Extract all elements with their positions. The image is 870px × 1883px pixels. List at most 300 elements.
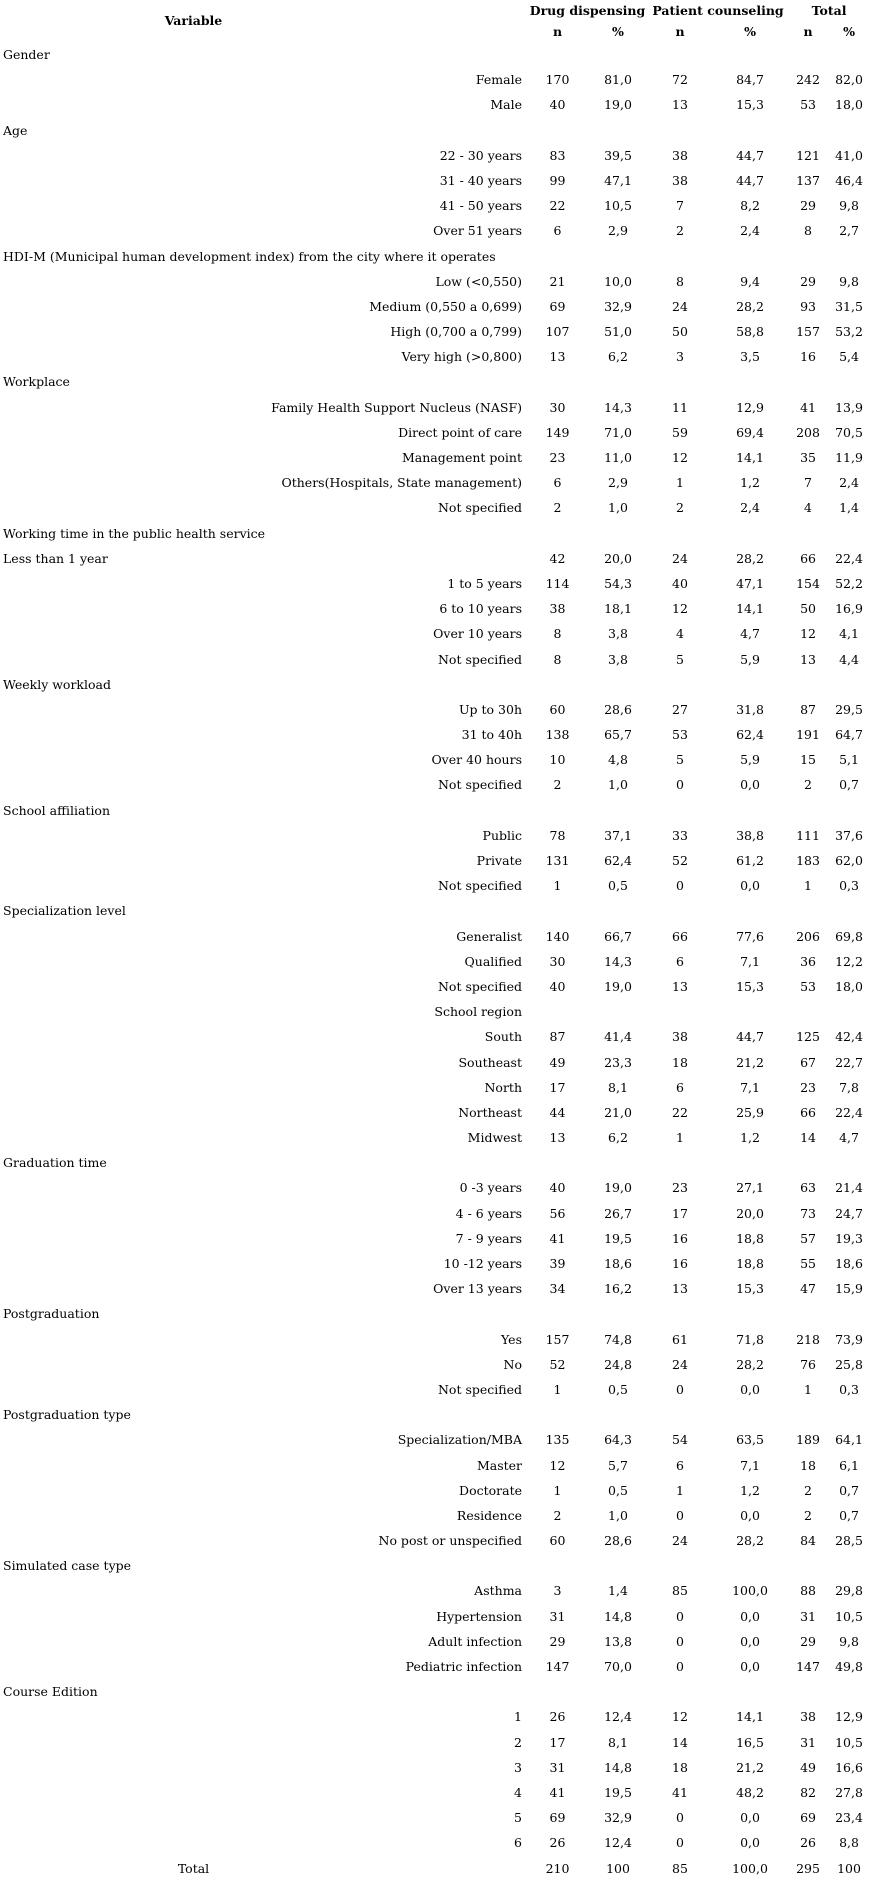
cell-value: 18,1 xyxy=(604,601,632,617)
cell-value: 38 xyxy=(672,147,688,163)
section-label: HDI-M (Municipal human development index) from the city where it operates xyxy=(3,248,496,264)
cell-value: 88 xyxy=(800,1583,816,1599)
table-row xyxy=(0,1024,870,1049)
cell-value: 24 xyxy=(672,550,688,566)
cell-value: 13 xyxy=(672,978,688,994)
cell-value: 5,4 xyxy=(839,349,859,365)
section-label: Course Edition xyxy=(3,1684,98,1700)
cell-value: 19,3 xyxy=(835,1230,863,1246)
cell-value: 22,7 xyxy=(835,1054,863,1070)
cell-value: 41,4 xyxy=(604,1029,632,1045)
cell-value: 58,8 xyxy=(736,324,764,340)
section-label: Graduation time xyxy=(3,1155,107,1171)
cell-value: 13 xyxy=(672,97,688,113)
cell-value: 6,1 xyxy=(839,1457,859,1473)
table-row xyxy=(0,949,870,974)
cell-value: 34 xyxy=(549,1281,566,1297)
cell-value: 1,2 xyxy=(740,475,760,491)
cell-value: 23,3 xyxy=(604,1054,632,1070)
cell-value: 21,2 xyxy=(736,1759,764,1775)
table-row xyxy=(0,621,870,646)
cell-value: 74,8 xyxy=(604,1331,632,1347)
row-label: Over 10 years xyxy=(433,626,522,642)
cell-value: 82,0 xyxy=(835,72,863,88)
table-row xyxy=(0,1251,870,1276)
cell-value: 53 xyxy=(800,97,816,113)
cell-value: 3,8 xyxy=(608,626,628,642)
cell-value: 41 xyxy=(549,1230,566,1246)
section-row xyxy=(0,798,870,823)
cell-value: 62,4 xyxy=(604,853,632,869)
table-row xyxy=(0,218,870,243)
table-row xyxy=(0,823,870,848)
cell-value: 1 xyxy=(676,1130,684,1146)
cell-value: 18 xyxy=(672,1054,688,1070)
cell-value: 24 xyxy=(672,1533,688,1549)
cell-value: 26 xyxy=(549,1709,566,1725)
cell-value: 0 xyxy=(676,1659,684,1675)
cell-value: 29 xyxy=(800,198,816,214)
cell-value: 11,0 xyxy=(604,450,632,466)
cell-value: 3,5 xyxy=(740,349,760,365)
row-label: Others(Hospitals, State management) xyxy=(281,475,522,491)
cell-value: 0,7 xyxy=(839,777,859,793)
cell-value: 41 xyxy=(800,399,816,415)
cell-value: 27,8 xyxy=(835,1784,863,1800)
cell-value: 2,9 xyxy=(608,223,628,239)
cell-value: 1 xyxy=(676,1482,684,1498)
cell-value: 69,4 xyxy=(736,424,764,440)
row-label: No post or unspecified xyxy=(378,1533,522,1549)
table-row xyxy=(0,1075,870,1100)
cell-value: 69 xyxy=(800,1810,816,1826)
cell-value: 13,8 xyxy=(604,1633,632,1649)
section-row xyxy=(0,1150,870,1175)
cell-value: 26 xyxy=(800,1835,816,1851)
column-header-drug-dispensing: Drug dispensing xyxy=(529,2,646,18)
cell-value: 170 xyxy=(545,72,570,88)
cell-value: 40 xyxy=(549,1180,566,1196)
cell-value: 12 xyxy=(672,1709,688,1725)
cell-value: 52 xyxy=(549,1356,566,1372)
row-label: Midwest xyxy=(467,1130,522,1146)
cell-value: 47,1 xyxy=(604,172,632,188)
cell-value: 4 xyxy=(676,626,684,642)
row-label: Low (<0,550) xyxy=(435,273,522,289)
section-label: Age xyxy=(3,122,28,138)
cell-value: 28,2 xyxy=(736,550,764,566)
cell-value: 84 xyxy=(800,1533,816,1549)
cell-value: 47 xyxy=(800,1281,816,1297)
cell-value: 50 xyxy=(672,324,688,340)
table-row xyxy=(0,873,870,898)
cell-value: 41 xyxy=(549,1784,566,1800)
row-label: Over 51 years xyxy=(433,223,522,239)
cell-value: 19,0 xyxy=(604,1180,632,1196)
section-label: Specialization level xyxy=(3,903,126,919)
cell-value: 76 xyxy=(800,1356,816,1372)
cell-value: 2 xyxy=(676,500,684,516)
cell-value: 37,6 xyxy=(835,827,863,843)
section-row xyxy=(0,118,870,143)
column-header-patient-counseling: Patient counseling xyxy=(652,2,784,18)
table-row xyxy=(0,546,870,571)
cell-value: 183 xyxy=(796,853,820,869)
cell-value: 44,7 xyxy=(736,147,764,163)
cell-value: 6 xyxy=(676,1079,684,1095)
cell-value: 9,8 xyxy=(839,1633,859,1649)
cell-value: 14 xyxy=(672,1734,688,1750)
cell-value: 77,6 xyxy=(736,928,764,944)
subheader-percent: % xyxy=(843,23,855,39)
cell-value: 8,2 xyxy=(740,198,760,214)
cell-value: 21,2 xyxy=(736,1054,764,1070)
section-row xyxy=(0,1402,870,1427)
cell-value: 49,8 xyxy=(835,1659,863,1675)
table-row xyxy=(0,344,870,369)
section-label: Weekly workload xyxy=(3,676,111,692)
cell-value: 19,5 xyxy=(604,1784,632,1800)
cell-value: 12,9 xyxy=(835,1709,863,1725)
cell-value: 2 xyxy=(804,1507,812,1523)
cell-value: 0,3 xyxy=(839,1381,859,1397)
cell-value: 157 xyxy=(545,1331,570,1347)
cell-value: 4,8 xyxy=(608,752,628,768)
cell-value: 1 xyxy=(553,878,562,894)
cell-value: 70,5 xyxy=(835,424,863,440)
section-row xyxy=(0,672,870,697)
cell-value: 16,9 xyxy=(835,601,863,617)
cell-value: 21,0 xyxy=(604,1104,632,1120)
cell-value: 61,2 xyxy=(736,853,764,869)
cell-value: 40 xyxy=(672,575,688,591)
empty-cells xyxy=(527,898,870,923)
cell-value: 73,9 xyxy=(835,1331,863,1347)
row-label: High (0,700 a 0,799) xyxy=(390,324,522,340)
table-row xyxy=(0,269,870,294)
row-label: 22 - 30 years xyxy=(439,147,522,163)
table-row xyxy=(0,1730,870,1755)
cell-value: 1,4 xyxy=(608,1583,628,1599)
cell-value: 2 xyxy=(553,1507,562,1523)
cell-value: 70,0 xyxy=(604,1659,632,1675)
row-label: Up to 30h xyxy=(459,701,522,717)
row-label: Not specified xyxy=(437,1381,522,1397)
cell-value: 15,3 xyxy=(736,1281,764,1297)
cell-value: 11,9 xyxy=(835,450,863,466)
empty-cells xyxy=(527,1553,870,1578)
cell-value: 85 xyxy=(672,1583,688,1599)
row-label: Generalist xyxy=(456,928,522,944)
cell-value: 1,0 xyxy=(608,777,628,793)
table-row xyxy=(0,1100,870,1125)
cell-value: 62,4 xyxy=(736,727,764,743)
row-label: Not specified xyxy=(437,777,522,793)
section-label: Gender xyxy=(3,47,50,63)
section-label: School affiliation xyxy=(3,802,111,818)
cell-value: 87 xyxy=(800,701,816,717)
row-label: Northeast xyxy=(458,1104,522,1120)
row-label: Yes xyxy=(501,1331,522,1347)
row-label: Female xyxy=(475,72,522,88)
cell-value: 41 xyxy=(672,1784,688,1800)
cell-value: 8,1 xyxy=(608,1079,628,1095)
cell-value: 147 xyxy=(545,1659,570,1675)
cell-value: 37,1 xyxy=(604,827,632,843)
table-row xyxy=(0,395,870,420)
cell-value: 17 xyxy=(549,1734,566,1750)
cell-value: 39 xyxy=(549,1256,566,1272)
cell-value: 18,6 xyxy=(604,1256,632,1272)
cell-value: 16,6 xyxy=(835,1759,863,1775)
row-label: Private xyxy=(476,853,522,869)
cell-value: 2,4 xyxy=(740,223,760,239)
cell-value: 28,2 xyxy=(736,298,764,314)
row-label: 5 xyxy=(514,1810,522,1826)
cell-value: 140 xyxy=(545,928,570,944)
cell-value: 5 xyxy=(676,651,684,667)
table-row xyxy=(0,571,870,596)
table-row xyxy=(0,1780,870,1805)
row-label: School region xyxy=(434,1004,522,1020)
cell-value: 10 xyxy=(549,752,566,768)
cell-value: 9,8 xyxy=(839,198,859,214)
cell-value: 66 xyxy=(800,550,816,566)
cell-value: 14,1 xyxy=(736,450,764,466)
cell-value: 31,5 xyxy=(835,298,863,314)
cell-value: 51,0 xyxy=(604,324,632,340)
table-row xyxy=(0,1528,870,1553)
cell-value: 0,0 xyxy=(740,1633,760,1649)
table-row xyxy=(0,319,870,344)
cell-value: 53 xyxy=(672,727,688,743)
cell-value: 9,4 xyxy=(740,273,760,289)
cell-value: 0,0 xyxy=(740,1659,760,1675)
cell-value: 12 xyxy=(672,450,688,466)
row-label: 3 xyxy=(514,1759,522,1775)
cell-value: 23 xyxy=(800,1079,816,1095)
cell-value: 29 xyxy=(549,1633,566,1649)
cell-value: 18,0 xyxy=(835,978,863,994)
cell-value: 8 xyxy=(553,651,562,667)
cell-value: 64,7 xyxy=(835,727,863,743)
empty-cells xyxy=(527,1402,870,1427)
table-row xyxy=(0,1830,870,1855)
table-row xyxy=(0,495,870,520)
cell-value: 147 xyxy=(796,1659,820,1675)
cell-value: 50 xyxy=(800,601,816,617)
cell-value: 10,5 xyxy=(835,1734,863,1750)
cell-value: 9,8 xyxy=(839,273,859,289)
row-label: Asthma xyxy=(474,1583,522,1599)
cell-value: 4,7 xyxy=(740,626,760,642)
cell-value: 66 xyxy=(800,1104,816,1120)
row-label: 31 to 40h xyxy=(461,727,522,743)
cell-value: 2 xyxy=(676,223,684,239)
empty-cells xyxy=(527,1301,870,1326)
cell-value: 55 xyxy=(800,1256,816,1272)
cell-value: 31 xyxy=(549,1608,566,1624)
cell-value: 41,0 xyxy=(835,147,863,163)
cell-value: 18,6 xyxy=(835,1256,863,1272)
cell-value: 22 xyxy=(549,198,566,214)
row-label: Doctorate xyxy=(459,1482,522,1498)
cell-value: 54 xyxy=(672,1432,688,1448)
cell-value: 2,9 xyxy=(608,475,628,491)
cell-value: 59 xyxy=(672,424,688,440)
table-row xyxy=(0,999,870,1024)
row-label: Medium (0,550 a 0,699) xyxy=(369,298,522,314)
row-label: Pediatric infection xyxy=(405,1659,522,1675)
cell-value: 0,5 xyxy=(608,878,628,894)
cell-value: 27 xyxy=(672,701,688,717)
cell-value: 6 xyxy=(676,1457,684,1473)
cell-value: 13 xyxy=(549,349,566,365)
cell-value: 22,4 xyxy=(835,1104,863,1120)
cell-value: 0,0 xyxy=(740,1507,760,1523)
empty-cells xyxy=(527,798,870,823)
section-row xyxy=(0,1553,870,1578)
row-label: Adult infection xyxy=(428,1633,522,1649)
cell-value: 71,8 xyxy=(736,1331,764,1347)
cell-value: 20,0 xyxy=(736,1205,764,1221)
cell-value: 0 xyxy=(676,777,684,793)
table-body xyxy=(0,42,870,1881)
cell-value: 191 xyxy=(796,727,820,743)
cell-value: 33 xyxy=(672,827,688,843)
table-header xyxy=(0,0,870,42)
cell-value: 26 xyxy=(549,1835,566,1851)
table-row xyxy=(0,67,870,92)
cell-value: 21,4 xyxy=(835,1180,863,1196)
cell-value: 18,8 xyxy=(736,1256,764,1272)
cell-value: 63 xyxy=(800,1180,816,1196)
section-row xyxy=(0,244,870,269)
cell-value: 23 xyxy=(549,450,566,466)
table-row xyxy=(0,747,870,772)
cell-value: 5,9 xyxy=(740,752,760,768)
cell-value: 0 xyxy=(676,878,684,894)
cell-value: 3 xyxy=(553,1583,562,1599)
cell-value: 24,7 xyxy=(835,1205,863,1221)
cell-value: 17 xyxy=(672,1205,688,1221)
cell-value: 14,1 xyxy=(736,1709,764,1725)
cell-value: 137 xyxy=(796,172,820,188)
table-row xyxy=(0,647,870,672)
table-row xyxy=(0,1478,870,1503)
table-row xyxy=(0,1352,870,1377)
cell-value: 40 xyxy=(549,97,566,113)
cell-value: 11 xyxy=(672,399,688,415)
cell-value: 6,2 xyxy=(608,349,628,365)
cell-value: 206 xyxy=(796,928,820,944)
table-row xyxy=(0,1377,870,1402)
row-label: Public xyxy=(482,827,522,843)
cell-value: 25,8 xyxy=(835,1356,863,1372)
cell-value: 1,0 xyxy=(608,500,628,516)
table-row xyxy=(0,1755,870,1780)
row-label: Over 13 years xyxy=(433,1281,522,1297)
row-label: Not specified xyxy=(437,978,522,994)
cell-value: 5 xyxy=(676,752,684,768)
cell-value: 64,1 xyxy=(835,1432,863,1448)
cell-value: 12,2 xyxy=(835,953,863,969)
cell-value: 3,8 xyxy=(608,651,628,667)
table-row xyxy=(0,697,870,722)
cell-value: 1,4 xyxy=(839,500,859,516)
cell-value: 13 xyxy=(672,1281,688,1297)
row-label: Less than 1 year xyxy=(3,550,108,566)
cell-value: 57 xyxy=(800,1230,816,1246)
cell-value: 189 xyxy=(796,1432,820,1448)
cell-value: 15,3 xyxy=(736,978,764,994)
cell-value: 0 xyxy=(676,1835,684,1851)
cell-value: 18 xyxy=(800,1457,816,1473)
cell-value: 12,9 xyxy=(736,399,764,415)
row-label: Management point xyxy=(401,450,522,466)
section-label: Postgraduation xyxy=(3,1306,100,1322)
cell-value: 0 xyxy=(676,1633,684,1649)
cell-value: 66,7 xyxy=(604,928,632,944)
cell-value: 10,5 xyxy=(604,198,632,214)
cell-value: 64,3 xyxy=(604,1432,632,1448)
column-header-total: Total xyxy=(811,2,847,18)
cell-value: 12 xyxy=(672,601,688,617)
cell-value: 52,2 xyxy=(835,575,863,591)
cell-value: 38 xyxy=(672,172,688,188)
row-label: 4 xyxy=(514,1784,522,1800)
cell-value: 22 xyxy=(672,1104,688,1120)
cell-value: 7 xyxy=(804,475,812,491)
cell-value: 49 xyxy=(800,1759,816,1775)
empty-cells xyxy=(527,999,870,1024)
row-label: Direct point of care xyxy=(398,424,522,440)
cell-value: 63,5 xyxy=(736,1432,764,1448)
cell-value: 7,1 xyxy=(740,1457,760,1473)
cell-value: 67 xyxy=(800,1054,816,1070)
cell-value: 31 xyxy=(549,1759,566,1775)
empty-cells xyxy=(527,1150,870,1175)
row-label: South xyxy=(484,1029,522,1045)
cell-value: 15,9 xyxy=(835,1281,863,1297)
cell-value: 46,4 xyxy=(835,172,863,188)
cell-value: 49 xyxy=(549,1054,566,1070)
cell-value: 10,5 xyxy=(835,1608,863,1624)
cell-value: 4,1 xyxy=(839,626,859,642)
section-label: Simulated case type xyxy=(3,1558,132,1574)
table-row xyxy=(0,420,870,445)
cell-value: 19,5 xyxy=(604,1230,632,1246)
cell-value: 4,4 xyxy=(839,651,859,667)
cell-value: 84,7 xyxy=(736,72,764,88)
cell-value: 29 xyxy=(800,1633,816,1649)
cell-value: 30 xyxy=(549,953,566,969)
cell-value: 78 xyxy=(549,827,566,843)
cell-value: 12 xyxy=(800,626,816,642)
cell-value: 4,7 xyxy=(839,1130,859,1146)
table-row xyxy=(0,92,870,117)
cell-value: 6 xyxy=(553,475,562,491)
row-label: 1 xyxy=(514,1709,522,1725)
cell-value: 6 xyxy=(553,223,562,239)
cell-value: 8 xyxy=(804,223,812,239)
cell-value: 72 xyxy=(672,72,688,88)
row-label: Not specified xyxy=(437,651,522,667)
cell-value: 0,0 xyxy=(740,1810,760,1826)
row-label: 4 - 6 years xyxy=(455,1205,522,1221)
cell-value: 7,1 xyxy=(740,953,760,969)
table-row xyxy=(0,1604,870,1629)
